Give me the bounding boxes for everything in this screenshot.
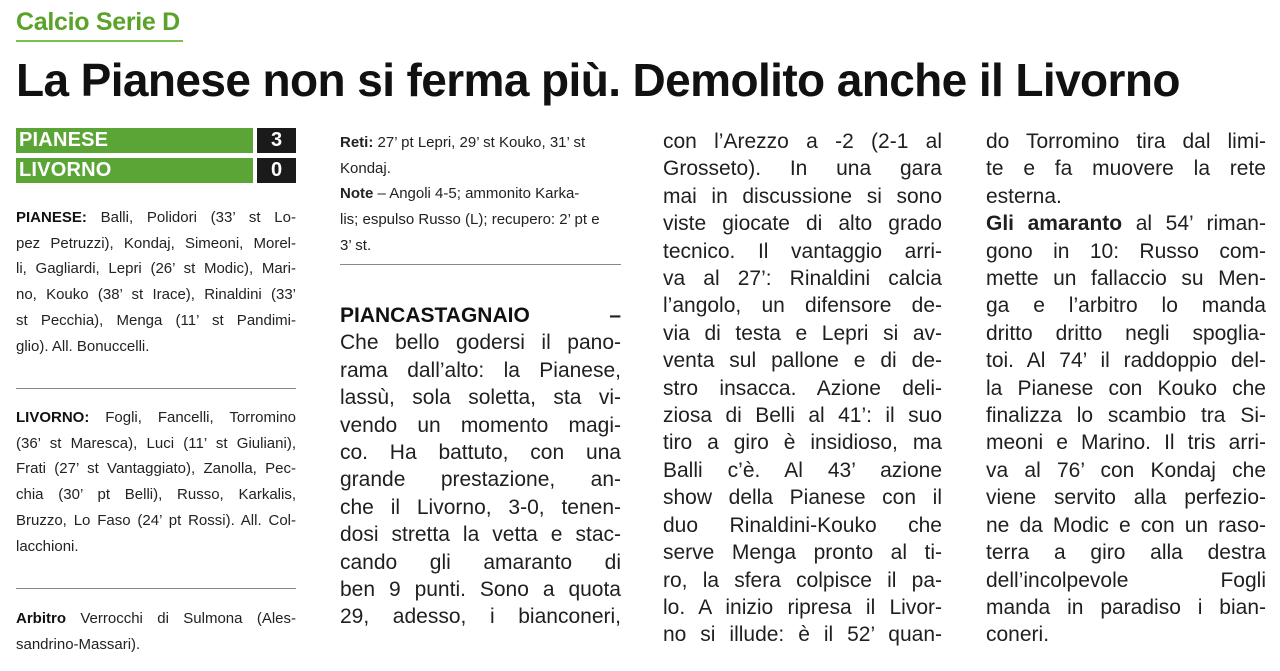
divider bbox=[16, 588, 296, 589]
article-line: che il Livorno, 3-0, tenen- bbox=[340, 495, 621, 519]
article-line: l’angolo, un difensore de- bbox=[663, 294, 942, 318]
article-line: esterna. bbox=[986, 184, 1062, 208]
dateline-line bbox=[340, 302, 621, 329]
article-line: gono in 10: Russo com- bbox=[986, 239, 1266, 263]
article-line: ga e l’arbitro lo manda bbox=[986, 294, 1266, 318]
article-column-2 bbox=[663, 128, 942, 649]
away-team-name: LIVORNO bbox=[16, 158, 253, 183]
article-line: Grosseto). In una gara bbox=[663, 157, 942, 181]
article-line: lassù, sola soletta, sta vi- bbox=[340, 386, 621, 410]
paragraph-lead: Gli amaranto bbox=[986, 212, 1123, 236]
article-line: venta sul pallone e di de- bbox=[663, 349, 942, 373]
article-line: via di testa e Lepri si av- bbox=[663, 321, 942, 345]
article-line: Balli c’è. Al 43’ azione bbox=[663, 458, 942, 482]
section-label[interactable]: Calcio Serie D bbox=[16, 8, 180, 36]
home-lineup-label: PIANESE: bbox=[16, 209, 87, 226]
away-lineup bbox=[16, 405, 296, 559]
article-line: tecnico. Il vantaggio arri- bbox=[663, 239, 942, 263]
section-underline bbox=[16, 40, 183, 42]
notes-line: lis; espulso Russo (L); recupero: 2’ pt e bbox=[340, 211, 600, 229]
goals-label: Reti: bbox=[340, 134, 374, 151]
home-lineup-line: glio). All. Bonuccelli. bbox=[16, 337, 150, 355]
notes-line bbox=[340, 181, 621, 207]
away-lineup-line: Bruzzo, Lo Faso (24’ pt Rossi). All. Col- bbox=[16, 511, 296, 529]
article-line bbox=[986, 210, 1266, 237]
article-line: ziosa di Belli al 41’: il suo bbox=[663, 404, 942, 428]
dateline: PIANCASTAGNAIO bbox=[340, 304, 530, 327]
goals-text: 27’ pt Lepri, 29’ st Kouko, 31’ st bbox=[373, 134, 586, 151]
divider bbox=[340, 264, 621, 265]
article-line: co. Ha battuto, con una bbox=[340, 441, 621, 465]
article-line: la Pianese con Kouko che bbox=[986, 376, 1266, 400]
away-lineup-line: chia (30’ pt Belli), Russo, Karkalis, bbox=[16, 486, 296, 504]
away-lineup-line: Frati (27’ st Vantaggiato), Zanolla, Pec- bbox=[16, 460, 296, 478]
home-team-name: PIANESE bbox=[16, 128, 253, 153]
notes-line: 3’ st. bbox=[340, 236, 372, 254]
article-line: finalizza lo scambio tra Si- bbox=[986, 404, 1266, 428]
away-lineup-line bbox=[16, 405, 296, 431]
home-lineup bbox=[16, 205, 296, 359]
article-line: terra a giro alla destra bbox=[986, 541, 1266, 565]
match-info bbox=[340, 130, 621, 259]
home-lineup-text: Balli, Polidori (33’ st Lo- bbox=[86, 209, 296, 226]
referee-line bbox=[16, 606, 296, 632]
article-line: va al 76’ con Kondaj che bbox=[986, 458, 1266, 482]
away-lineup-label: LIVORNO: bbox=[16, 409, 90, 426]
article-line: te e fa muovere la rete bbox=[986, 157, 1266, 181]
article-line: ro, la sfera colpisce il pa- bbox=[663, 568, 942, 592]
article-line: viste giocate di alto grado bbox=[663, 212, 942, 236]
home-lineup-line: no, Kouko (38’ st Irace), Rinaldini (33’ bbox=[16, 286, 296, 304]
article-line: serve Menga pronto al ti- bbox=[663, 541, 942, 565]
article-line: lo. A inizio ripresa il Livor- bbox=[663, 595, 942, 619]
article-line: 29, adesso, i bianconeri, bbox=[340, 605, 621, 629]
goals-line: Kondaj. bbox=[340, 159, 391, 177]
home-lineup-line: st Pecchia), Menga (11’ st Pandimi- bbox=[16, 311, 296, 329]
article-column-3 bbox=[986, 128, 1266, 649]
article-line: do Torromino tira dal limi- bbox=[986, 130, 1266, 153]
home-lineup-line: li, Gagliardi, Lepri (26’ st Modic), Mari- bbox=[16, 260, 296, 278]
article-line: show della Pianese con il bbox=[663, 486, 942, 510]
home-lineup-line: pez Petruzzi), Kondaj, Simeoni, Morel- bbox=[16, 234, 296, 252]
referee-text: Verrocchi di Sulmona (Ales- bbox=[66, 610, 296, 627]
dateline-dash: – bbox=[609, 304, 621, 327]
article-line: mette un fallaccio su Men- bbox=[986, 267, 1266, 291]
goals-line bbox=[340, 130, 621, 156]
article-text: al 54’ riman- bbox=[1122, 212, 1266, 236]
divider bbox=[16, 388, 296, 389]
article-line: mai in discussione si sono bbox=[663, 184, 942, 208]
referee-line: sandrino-Massari). bbox=[16, 635, 141, 653]
headline: La Pianese non si ferma più. Demolito anche il Livorno bbox=[16, 54, 1180, 106]
score-row-home bbox=[16, 128, 296, 153]
away-lineup-line: (36’ st Maresca), Luci (11’ st Giuliani), bbox=[16, 434, 296, 452]
article-line: vendo un momento magi- bbox=[340, 413, 621, 437]
article-line: dosi stretta la vetta e stac- bbox=[340, 523, 621, 547]
article-line: ne da Modic e con un raso- bbox=[986, 513, 1266, 537]
article-line: Che bello godersi il pano- bbox=[340, 331, 621, 355]
home-lineup-line bbox=[16, 205, 296, 231]
article-line: ben 9 punti. Sono a quota bbox=[340, 578, 621, 602]
away-lineup-line: lacchioni. bbox=[16, 537, 79, 555]
article-line: duo Rinaldini-Kouko che bbox=[663, 513, 942, 537]
away-team-score: 0 bbox=[257, 158, 296, 183]
home-team-score: 3 bbox=[257, 128, 296, 153]
article-line: cando gli amaranto di bbox=[340, 550, 621, 574]
article-line: tiro a giro è insidioso, ma bbox=[663, 431, 942, 455]
article-line: dritto dritto negli spoglia- bbox=[986, 321, 1266, 345]
article-line: grande prestazione, an- bbox=[340, 468, 621, 492]
article-line: stro insacca. Azione deli- bbox=[663, 376, 942, 400]
notes-label: Note bbox=[340, 185, 374, 203]
notes-text: – Angoli 4-5; ammonito Karka- bbox=[373, 185, 580, 203]
article-line: no si illude: è il 52’ quan- bbox=[663, 623, 942, 647]
away-lineup-text: Fogli, Fancelli, Torromino bbox=[89, 409, 296, 426]
article-line: meoni e Marino. Il tris arri- bbox=[986, 431, 1266, 455]
referee-label: Arbitro bbox=[16, 610, 66, 627]
article-column-1 bbox=[340, 302, 621, 631]
article-line: rama dall’alto: la Pianese, bbox=[340, 358, 621, 382]
article-line: con l’Arezzo a -2 (2-1 al bbox=[663, 130, 942, 153]
article-line: viene servito alla perfezio- bbox=[986, 486, 1266, 510]
referee-info bbox=[16, 606, 296, 657]
article-line: dell’incolpevole Fogli bbox=[986, 568, 1266, 592]
article-line: coneri. bbox=[986, 623, 1050, 647]
article-line: manda in paradiso i bian- bbox=[986, 595, 1266, 619]
article-line: toi. Al 74’ il raddoppio del- bbox=[986, 349, 1266, 373]
score-row-away bbox=[16, 158, 296, 183]
article-line: va al 27’: Rinaldini calcia bbox=[663, 267, 942, 291]
